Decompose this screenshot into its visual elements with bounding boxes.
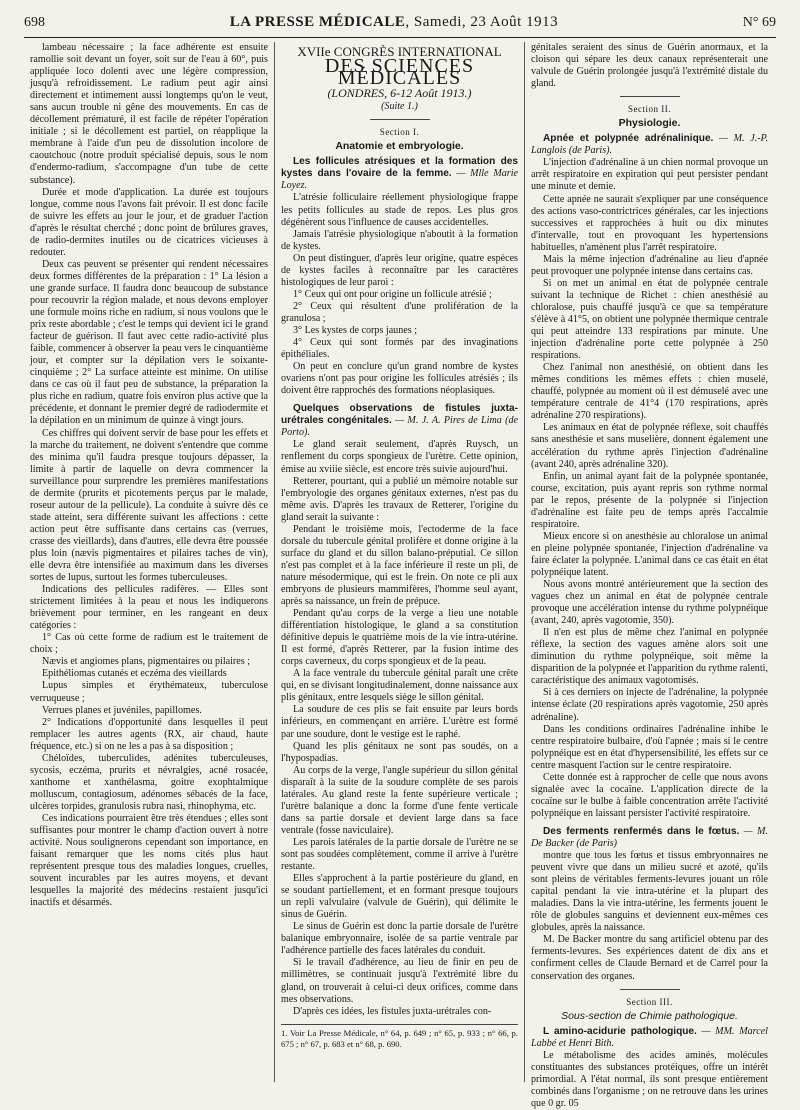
paragraph: Cette donnée est à rapprocher de celle que nous avons signalée avec la cocaïne. L'application directe de la cocaïne sur le bulbe à faible concentration arrête l'activité polypnéique en laissant persister l'activité respiratoire. — [531, 771, 768, 819]
congress-line-1: XVIIe CONGRÈS INTERNATIONAL — [297, 44, 502, 59]
paragraph: Ces indications pourraient être très étendues ; elles sont suffisantes pour montrer le champ d'action ouvert à notre activité. Nous soulignerons cependant son importance, en faisant remarquer que les noms cités plus haut représentent presque tous des maladies longues, cruelles, souvent incurables par les autres moyens, et devant lesquelles la majorité des médecins restaient jusqu'ici inactifs et désarmés. — [30, 813, 268, 909]
article-author: — Mlle Marie Loyez. — [281, 168, 518, 192]
article-title: Quelques observations de fistules juxta-urétrales congénitales. — [281, 403, 518, 427]
issue-number: N° 69 — [742, 15, 776, 30]
paragraph: Retterer, pourtant, qui a publié un mémoire notable sur l'embryologie des organes génitaux externes, n'est pas du même avis. D'après les travaux de Retterer, l'origine du gland serait la suivante : — [281, 475, 518, 523]
divider — [370, 119, 430, 120]
paragraph: lambeau nécessaire ; la face adhérente est ensuite ramollie soit devant un foyer, soit sur de l'eau à 60°, puis appliquée loco dolenti avec une légère compression, jusqu'à refroidissement. Le radium peut agir ainsi directement et intimement aussi longtemps qu'on le veut, sans aucun trouble ni gêne des mouvements. En cas de décollement prématuré, il est facile de répéter l'opération initiale ; si le décollement est partiel, on réapplique la membrane à l'aide d'un peu de dissolution incolore de caoutchouc (notre produit spécialisé depuis, sous le nom d'endermo-radium, s'accompagne d'un tube de cette substance). — [30, 42, 268, 186]
paragraph: génitales seraient des sinus de Guérin anormaux, et la cloison qui sépare les deux canaux représenterait une valvule de Guérin prolongée jusqu'à l'extrémité distale du gland. — [531, 42, 768, 90]
article-body — [531, 157, 768, 820]
issue-date: , Samedi, 23 Août 1913 — [405, 14, 559, 30]
paragraph: Les animaux en état de polypnée réflexe, soit chauffés sans anesthésie et sans muselière, donnent également une accélération du rythme après l'injection d'adrénaline (avant 240, après adrénaline 320). — [531, 422, 768, 470]
paragraph: Si à ces derniers on injecte de l'adrénaline, la polypnée intense éclate (20 respirations après vagotomie, 250 après adrénaline). — [531, 687, 768, 723]
article-heading — [281, 403, 518, 439]
congress-line-4: (Suite 1.) — [381, 101, 418, 113]
article-title: L amino-acidurie pathologique. — [543, 1025, 697, 1037]
page-header — [24, 14, 776, 38]
divider — [620, 96, 680, 97]
paragraph: Si on met un animal en état de polypnée centrale suivant la technique de Richet : chien anesthésié au chloralose, puis chauffé jusqu'à ce que sa température s'élève à 41°5, on obtient une polypnée thermique centrale qui peut atteindre 133 respirations par minute. Une injection d'adrénaline porte cette polypnée à 250 respirations. — [531, 277, 768, 362]
article-author: — M. J. A. Pires de Lima (de Porto). — [281, 415, 519, 439]
section-label: Section I. — [379, 127, 420, 138]
section-label: Section II. — [628, 104, 671, 115]
paragraph: Indications des pellicules radifères. — Elles sont strictement limitées à la peau et nous les indiquerons brièvement pour terminer, en les rangeant en deux catégories : — [30, 584, 268, 632]
article-author: — MM. Marcel Labbé et Henri Bith. — [531, 1025, 768, 1049]
section-subtitle: Sous-section de Chimie pathologique. — [561, 1009, 738, 1022]
paragraph: Jamais l'atrésie physiologique n'aboutit à la formation de kystes. — [281, 228, 518, 252]
paragraph: L'atrésie folliculaire réellement physiologique frappe les petits follicules au stade de repos. Les plus gros dégénèrent sous l'influence de causes accidentelles. — [281, 192, 518, 228]
text-columns — [24, 42, 776, 1109]
column-right — [524, 42, 774, 1109]
paragraph: Nous avons montré antérieurement que la section des vagues chez un animal en état de polypnée centrale provoque une accélération intense du rythme polypnéique (avant, 240, après vagotomie, 350). — [531, 579, 768, 627]
paragraph: Si le travail d'adhérence, au lieu de finir en peu de millimètres, se continuait jusqu'à l'extrémité libre du gland, on trouverait à celui-ci deux orifices, comme dans mes observations. — [281, 957, 518, 1005]
paragraph: 3° Les kystes de corps jaunes ; — [293, 324, 418, 336]
paragraph: 2° Indications d'opportunité dans lesquelles il peut remplacer les autres agents (RX, air chaud, haute fréquence, etc.) si on ne les a pas à sa disposition ; — [30, 716, 268, 752]
article-title: Les follicules atrésiques et la formation des kystes dans l'ovaire de la femme. — [281, 156, 518, 180]
paragraph: Quand les plis génitaux ne sont pas soudés, on a l'hypospadias. — [281, 740, 518, 764]
article-heading — [531, 133, 768, 157]
page-number: 698 — [24, 15, 45, 30]
paragraph: montre que tous les fœtus et tissus embryonnaires ne peuvent vivre que dans un milieu sucré et azoté, qu'ils sont pleins de véritables ferments-levures jouant un rôle capital pendant la vie intra-utérine et la plupart des maladies. Dans la vie intra-utérine, les ferments jouent le rôle de globules sanguins et deviennent eux-mêmes ces globules, après la naissance. — [531, 850, 768, 934]
journal-name: LA PRESSE MÉDICALE — [229, 14, 406, 30]
article-body — [281, 439, 518, 1017]
paragraph: Durée et mode d'application. La durée est toujours longue, comme nous l'avons fait prévoir. Il est donc facile de suivre les effets au jour le jour, et de graduer l'action d'après le résultat cherché ; donc point de brûlures graves, de radio-dermites inutiles ou de cicatrices vicieuses à redouter. — [30, 186, 268, 258]
article-body — [281, 192, 518, 397]
paragraph: Ces chiffres qui doivent servir de base pour les effets et la marche du traitement, ne doivent s'entendre que comme des minima qu'il faudra presque toujours dépasser, la limite à partir de laquelle on devra commencer la surveillance pour surprendre les premières manifestations de dermite (prurits et picotements perçus par le malade, roseur autour de la pellicule). La conduite à suivre dès ce stade atteint, sera différente suivant les affections : cette action peut être suffisante dans certains cas (verrues, crasse des vieillards), dans d'autres, elle devra être poussée plus loin (nævis pigmentaires et pilaires taches de vin), elle devra être intensifiée au maximum dans les diverses sortes de lupus, surtout les formes tuberculeuses. — [30, 427, 268, 584]
paragraph: On peut en conclure qu'un grand nombre de kystes ovariens n'ont pas pour origine les follicules atrésiés ; ils doivent être rapprochés des formations néoplasiques. — [281, 361, 518, 397]
article-author: — M. De Backer (de Paris) — [531, 825, 768, 849]
congress-heading — [281, 46, 518, 113]
section-title: Physiologie. — [618, 117, 681, 130]
paragraph: Mais la même injection d'adrénaline au lieu d'apnée peut provoquer une polypnée intense dans certains cas. — [531, 253, 768, 277]
paragraph: Elles s'approchent à la partie postérieure du gland, en se soudant partiellement, et en formant presque toujours un repli valvulaire (valvule de Guérin), qui délimite le sinus de Guérin. — [281, 873, 518, 921]
paragraph: A la face ventrale du tubercule génital paraît une crête qui, en se divisant longitudinalement, donne naissance aux plis génitaux, entre lesquels siège le sillon génital. — [281, 668, 518, 704]
paragraph: Le métabolisme des acides aminés, molécules constituantes des substances protéiques, offre un intérêt primordial. A l'état normal, ils sont presque entièrement combinés dans l'organisme ; on ne retrouve dans les urines que 0 gr. 05 — [531, 1049, 768, 1109]
section-label: Section III. — [626, 996, 673, 1007]
paragraph: Le sinus de Guérin est donc la partie dorsale de l'urètre balanique embryonnaire, isolée de sa partie ventrale par l'adhérence partielle des faces latérales du conduit. — [281, 921, 518, 957]
paragraph: La soudure de ces plis se fait ensuite par leurs bords inférieurs, en commençant en arrière. L'urètre est formé par une soudure, dont le vestige est le raphé. — [281, 704, 518, 740]
paragraph: L'injection d'adrénaline à un chien normal provoque un arrêt respiratoire en expiration qui peut persister pendant une minute et demie. — [531, 157, 768, 193]
paragraph: Dans les conditions ordinaires l'adrénaline inhibe le centre respiratoire bulbaire, d'où l'apnée ; mais si le centre polypnéique est en état d'hypersensibilité, les effets sur ce centre masquent l'action sur le centre respiratoire. — [531, 723, 768, 771]
column-middle — [274, 42, 524, 1082]
paragraph: On peut distinguer, d'après leur origine, quatre espèces de kystes faciles à reconnaître par les caractères histologiques de leur paroi : — [281, 252, 518, 288]
paragraph: Au corps de la verge, l'angle supérieur du sillon génital disparaît à la suite de la soudure complète de ses parois latérales. Au gland reste la fente supérieure verticale ; l'urètre balanique a donc la forme d'une fente verticale dans sa partie dorsale et devient large dans sa face ventrale (fosse naviculaire). — [281, 764, 518, 836]
paragraph: 1° Ceux qui ont pour origine un follicule atrésié ; — [293, 288, 492, 300]
divider — [620, 989, 680, 990]
article-heading — [281, 156, 518, 192]
paragraph: M. De Backer montre du sang artificiel obtenu par des ferments-levures. Ses expériences datent de dix ans et confirment celles de Claude Bernard et de Carrel pour la conservation des organes. — [531, 934, 768, 982]
paragraph: Chez l'animal non anesthésié, on obtient dans les mêmes conditions les mêmes effets : chien muselé, chauffé, polypnée au moment où il est démuselé avec une température centrale de 41°4 (170 respirations, après adrénaline 270 respirations). — [531, 362, 768, 422]
column-left — [24, 42, 274, 1082]
paragraph: Chéloïdes, tuberculides, adénites tuberculeuses, sycosis, eczéma, prurits et névralgies, acné rosacée, xanthome et xanthélasma, goitre exophtalmique molluscum, contagiosum, adénomes sébacés de la face, ulcères torpides, granulosis rubra nasi, rhinophyma, etc. — [30, 752, 268, 812]
article-title: Des ferments renfermés dans le fœtus. — [543, 825, 740, 837]
article-body — [531, 850, 768, 983]
article-heading — [531, 826, 768, 850]
paragraph: Le gland serait seulement, d'après Ruysch, un renflement du corps spongieux de l'urètre. Cette opinion, émise au xviiie siècle, est encore très suivie aujourd'hui. — [281, 439, 518, 475]
paragraph: Deux cas peuvent se présenter qui rendent nécessaires deux formes différentes de la préparation : 1° La lésion a une grande surface. Il faudra donc beaucoup de substance pour recouvrir la région malade, et nous devons employer une formule moins riche en radium, si nous voulons que le prix reste abordable ; c'est le temps qui devient ici le grand facteur de guérison. Il faut avec cette radio-activité plus faible, commencer à observer la peau vers le cinquantième jour, et compter sur la dépilation vers le soixante-cinquième ; 2° La surface atteinte est minime. On utilise dans ce cas où il faut peu de substance, la préparation la plus riche en radium, quatre fois environ plus active que la précédente, et donnant le premier degré de radiodermite et la dépilation en un minimum de quinze à vingt jours. — [30, 258, 268, 427]
paragraph: Mieux encore si on anesthésie au chloralose un animal en pleine polypnée spontanée, l'injection d'adrénaline va faire éclater la polypnée. L'animal dans ce cas était en état polypnéique latent. — [531, 530, 768, 578]
paragraph: Verrues planes et juvéniles, papillomes. — [42, 704, 202, 716]
paragraph: Il n'en est plus de même chez l'animal en polypnée réflexe, la section des vagues amène alors soit une diminution du rythme polypnéique, soit même la disparition de la polypnée et l'apparition du rythme ralenti, caractéristique des animaux vagotomisés. — [531, 627, 768, 687]
paragraph: Nævis et angiomes plans, pigmentaires ou pilaires ; — [42, 656, 251, 668]
paragraph: 2° Ceux qui résultent d'une prolifération de la granulosa ; — [281, 300, 518, 324]
article-author: — M. J.-P. Langlois (de Paris). — [531, 133, 768, 157]
congress-line-3: (LONDRES, 6-12 Août 1913.) — [327, 86, 472, 101]
paragraph: Les parois latérales de la partie dorsale de l'urètre ne se sont pas soudées complètement, comme il arrive à l'urètre restante. — [281, 836, 518, 873]
paragraph: Pendant qu'au corps de la verge a lieu une notable différentiation histologique, le gland a sa constitution définitive depuis le quatrième mois de la vie intra-utérine. Il est formé, d'après Retterer, par la fusion intime des corps caverneux, du corps spongieux et de la peau. — [281, 608, 518, 668]
paragraph: Lupus simples et érythémateux, tuberculose verruqueuse ; — [30, 680, 268, 704]
article-heading — [531, 1026, 768, 1050]
section-title: Anatomie et embryologie. — [335, 140, 464, 153]
running-title — [230, 14, 558, 31]
article-title: Apnée et polypnée adrénalinique. — [543, 133, 714, 145]
congress-line-2: DES SCIENCES MÉDICALES — [324, 55, 475, 90]
paragraph: Pendant le troisième mois, l'ectoderme de la face dorsale du tubercule génital prolifère et donne origine à la surface du gland et du sillon balano-préputial. Ce sillon n'est pas complet et à la face inférieure il reste un pli, de nature mésodermique, qui est le frein. On note ce pli aux embryons de plusieurs mammifères, l'homme seul ayant, après sa naissance, un frein de prépuce. — [281, 523, 518, 608]
paragraph: 4° Ceux qui sont formés par des invaginations épithéliales. — [281, 337, 518, 361]
article-body — [531, 1050, 768, 1110]
paragraph: Cette apnée ne saurait s'expliquer par une conséquence des actions vaso-contrictrices générales, car les injections successives et rapprochées à huit ou dix minutes d'intervalle, tout en provoquant les hypertensions habituelles, n'amènent plus l'arrêt respiratoire. — [531, 193, 768, 253]
paragraph: 1° Cas où cette forme de radium est le traitement de choix ; — [30, 632, 268, 656]
paragraph: D'après ces idées, les fistules juxta-urétrales con- — [293, 1005, 492, 1017]
paragraph: Epithéliomas cutanés et eczéma des vieillards — [42, 668, 227, 680]
footnote: 1. Voir La Presse Médicale, n° 64, p. 649 ; n° 65, p. 933 ; n° 66, p. 675 ; n° 67, p. 683 et n° 68, p. 690. — [281, 1024, 518, 1050]
paragraph: Enfin, un animal ayant fait de la polypnée spontanée, course, excitation, puis ayant repris son rythme normal par le repos, présente de la polypnée si l'injection d'adrénaline est faite peu de temps après l'accalmie respiratoire. — [531, 470, 768, 530]
